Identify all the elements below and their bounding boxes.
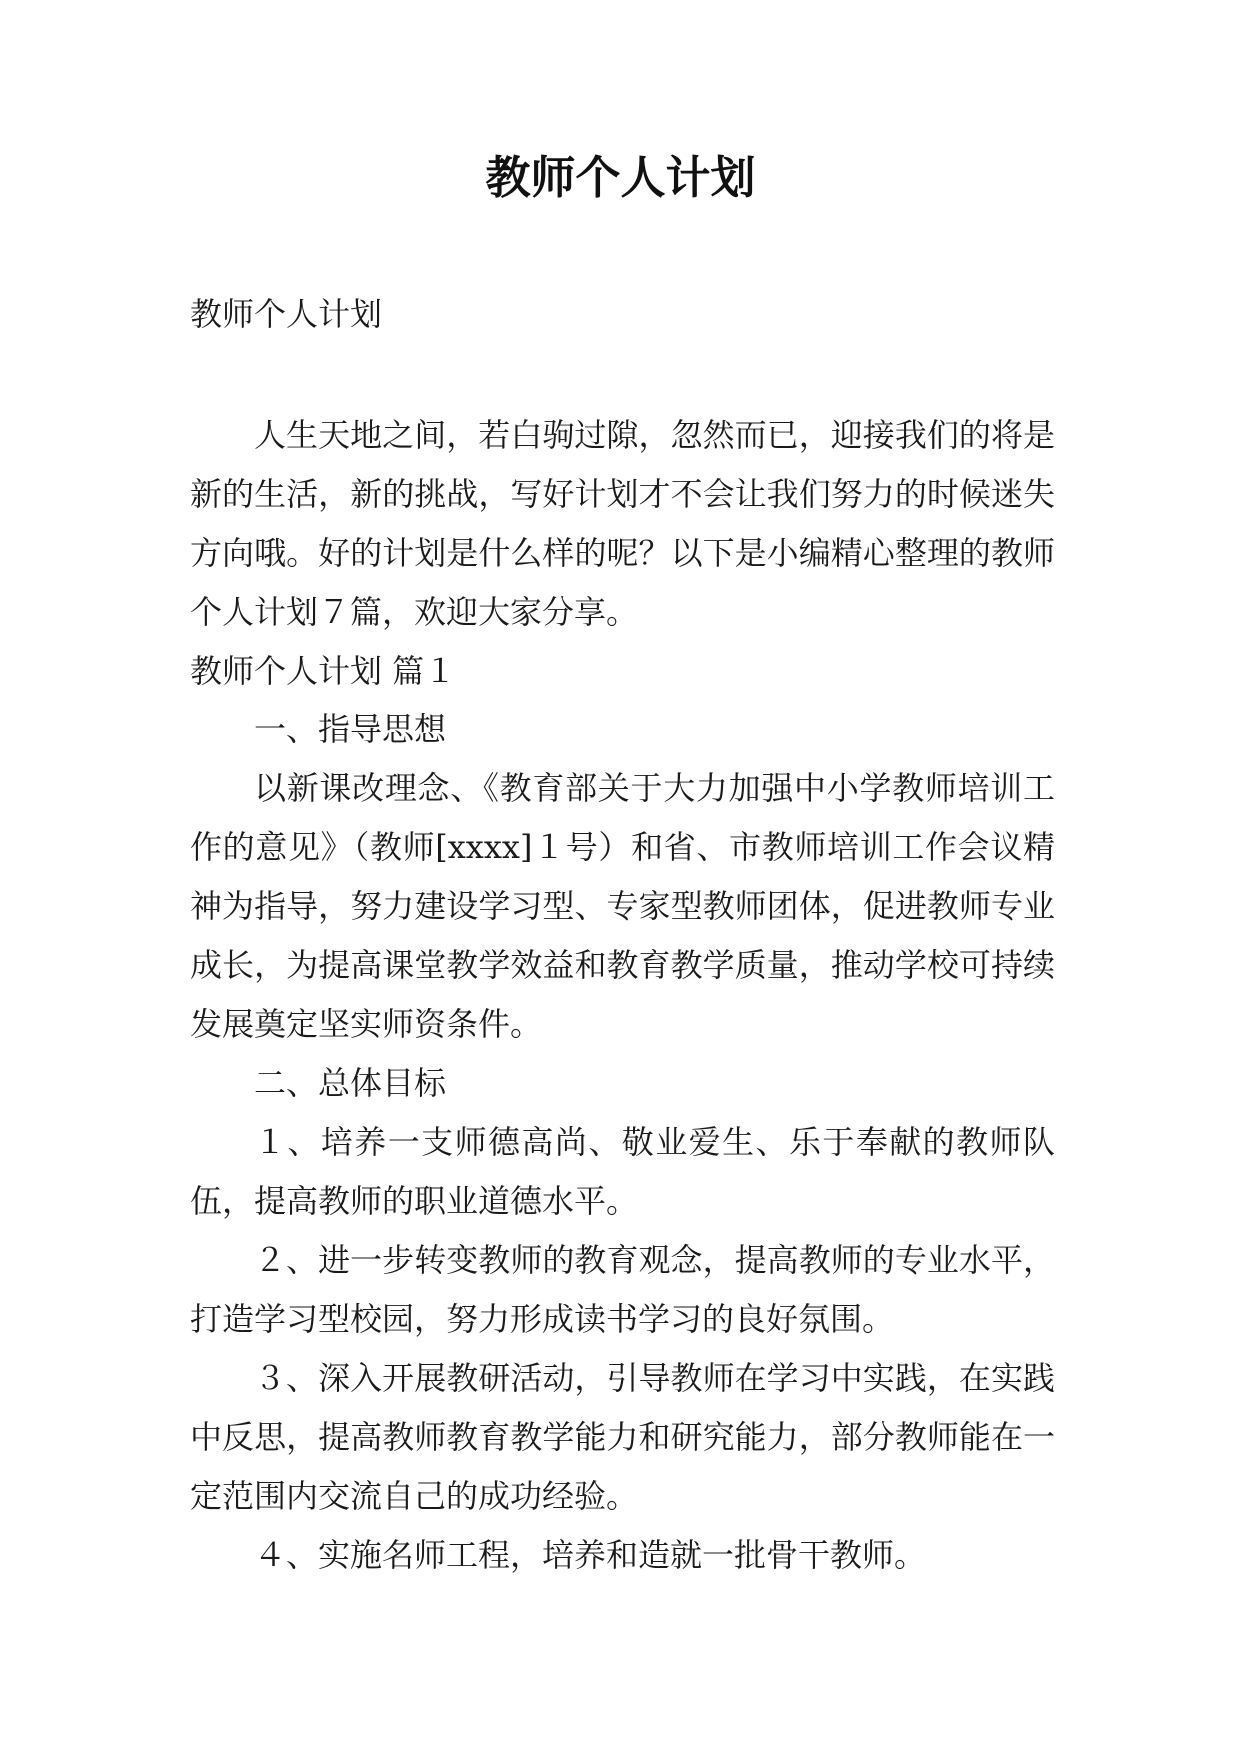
paragraph-guiding-ideology: 以新课改理念、《教育部关于大力加强中小学教师培训工作的意见》（教师[xxxx]１号）和省、市教师培训工作会议精神为指导，努力建设学习型、专家型教师团体，促进教师专业成长，为提高课堂教学效益和教育教学质量，推动学校可持续发展奠定坚实师资条件。	[190, 769, 1055, 1043]
goal-item-3: ３、深入开展教研活动，引导教师在学习中实践，在实践中反思，提高教师教育教学能力和研究能力，部分教师能在一定范围内交流自己的成功经验。	[190, 1359, 1055, 1515]
document-title: 教师个人计划	[485, 151, 756, 204]
document-body	[190, 406, 1055, 1585]
document-subtitle: 教师个人计划	[190, 295, 383, 333]
goal-item-2: ２、进一步转变教师的教育观念，提高教师的专业水平，打造学习型校园，努力形成读书学习的良好氛围。	[190, 1241, 1055, 1338]
heading-overall-goals: 二、总体目标	[254, 1064, 447, 1102]
goal-item-1: １、培养一支师德高尚、敬业爱生、乐于奉献的教师队伍，提高教师的职业道德水平。	[190, 1123, 1055, 1220]
intro-paragraph: 人生天地之间，若白驹过隙，忽然而已，迎接我们的将是新的生活，新的挑战，写好计划才不会让我们努力的时候迷失方向哦。好的计划是什么样的呢？以下是小编精心整理的教师个人计划７篇，欢迎大家分享。	[190, 416, 1055, 631]
heading-guiding-ideology: 一、指导思想	[254, 710, 447, 748]
goal-item-4: ４、实施名师工程，培养和造就一批骨干教师。	[254, 1536, 927, 1574]
section-heading-part-1: 教师个人计划 篇１	[190, 652, 457, 690]
